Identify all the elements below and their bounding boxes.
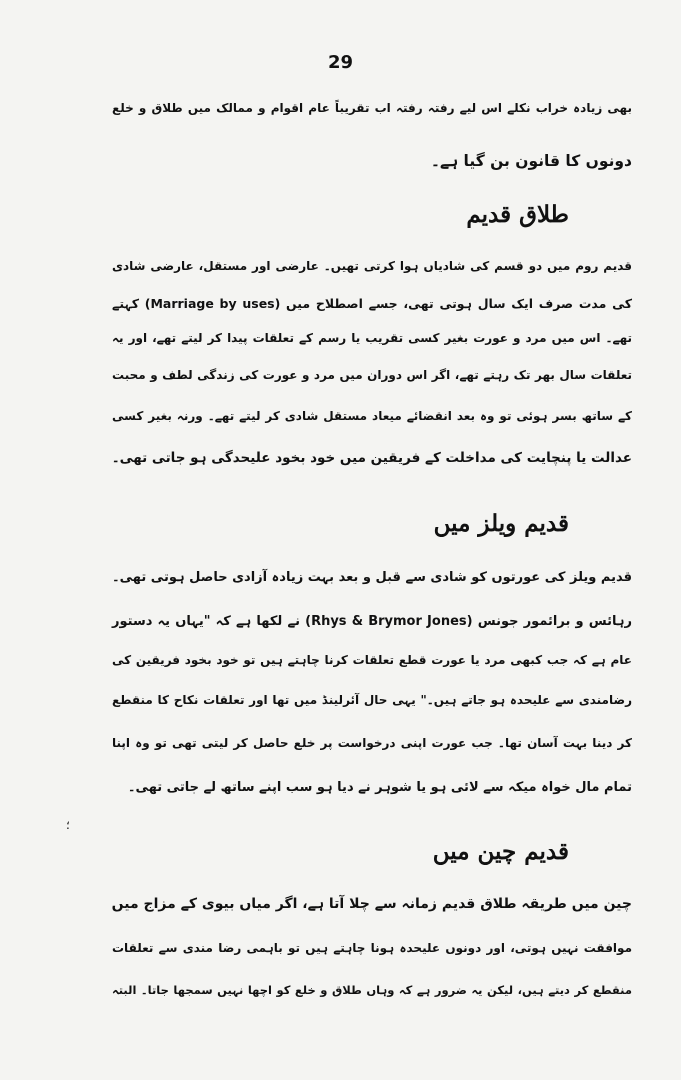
stray-mark: ؛ — [66, 818, 70, 832]
text-line: رضامندی سے علیحدہ ہو جاتے ہیں۔" یہی حال آئرلینڈ میں تھا اور تعلقات نکاح کا منقطع — [112, 693, 632, 707]
text-line: تعلقات سال بھر تک رہتے تھے، اگر اس دوران میں مرد و عورت کی زندگی لطف و محبت — [112, 368, 632, 382]
text-line: دونوں کا قانون بن گیا ہے۔ — [430, 152, 632, 170]
section-heading-ancient-china: قدیم چین میں — [432, 838, 569, 865]
text-line: کر دینا بہت آسان تھا۔ جب عورت اپنی درخواست پر خلع حاصل کر لیتی تھی تو وہ اپنا — [112, 736, 632, 750]
text-line: تھے۔ اس میں مرد و عورت بغیر کسی تقریب یا رسم کے تعلقات پیدا کر لیتے تھے، اور یہ — [112, 331, 632, 345]
text-line: منقطع کر دیتے ہیں، لیکن یہ ضرور ہے کہ وہاں طلاق و خلع کو اچھا نہیں سمجھا جاتا۔ البتہ — [112, 983, 632, 997]
text-line: قدیم ویلز کی عورتوں کو شادی سے قبل و بعد بہت زیادہ آزادی حاصل ہوتی تھی۔ — [112, 570, 632, 585]
text-line: چین میں طریقہ طلاق قدیم زمانہ سے چلا آتا ہے، اگر میاں بیوی کے مزاج میں — [111, 896, 632, 912]
text-line: رہائس و برائمور جونس (Rhys & Brymor Jones) نے لکھا ہے کہ "یہاں یہ دستور — [112, 614, 632, 629]
text-line: کے ساتھ بسر ہوئی تو وہ بعد انقضائے میعاد مستقل شادی کر لیتے تھے۔ ورنہ بغیر کسی — [112, 409, 632, 423]
section-heading-ancient-divorce: طلاق قدیم — [466, 201, 569, 228]
text-line: تمام مال خواہ میکہ سے لائی ہو یا شوہر نے دیا ہو سب اپنے ساتھ لے جاتی تھی۔ — [127, 780, 632, 795]
text-line: قدیم روم میں دو قسم کی شادیاں ہوا کرتی تھیں۔ عارضی اور مستقل، عارضی شادی — [112, 259, 632, 273]
text-line: موافقت نہیں ہوتی، اور دونوں علیحدہ ہونا چاہتے ہیں تو باہمی رضا مندی سے تعلقات — [112, 941, 632, 955]
page-number: 29 — [327, 52, 354, 73]
section-heading-ancient-wales: قدیم ویلز میں — [433, 510, 569, 537]
text-line: کی مدت صرف ایک سال ہوتی تھی، جسے اصطلاح میں (Marriage by uses) کہتے — [112, 296, 633, 311]
text-line: عدالت یا پنچایت کی مداخلت کے فریقین میں خود بخود علیحدگی ہو جاتی تھی۔ — [111, 450, 632, 466]
text-line: بھی زیادہ خراب نکلے اس لیے رفتہ رفتہ اب تقریباً عام اقوام و ممالک میں طلاق و خلع — [112, 101, 632, 115]
text-line: عام ہے کہ جب کبھی مرد یا عورت قطع تعلقات کرنا چاہتے ہیں تو خود بخود فریقین کی — [112, 653, 632, 667]
